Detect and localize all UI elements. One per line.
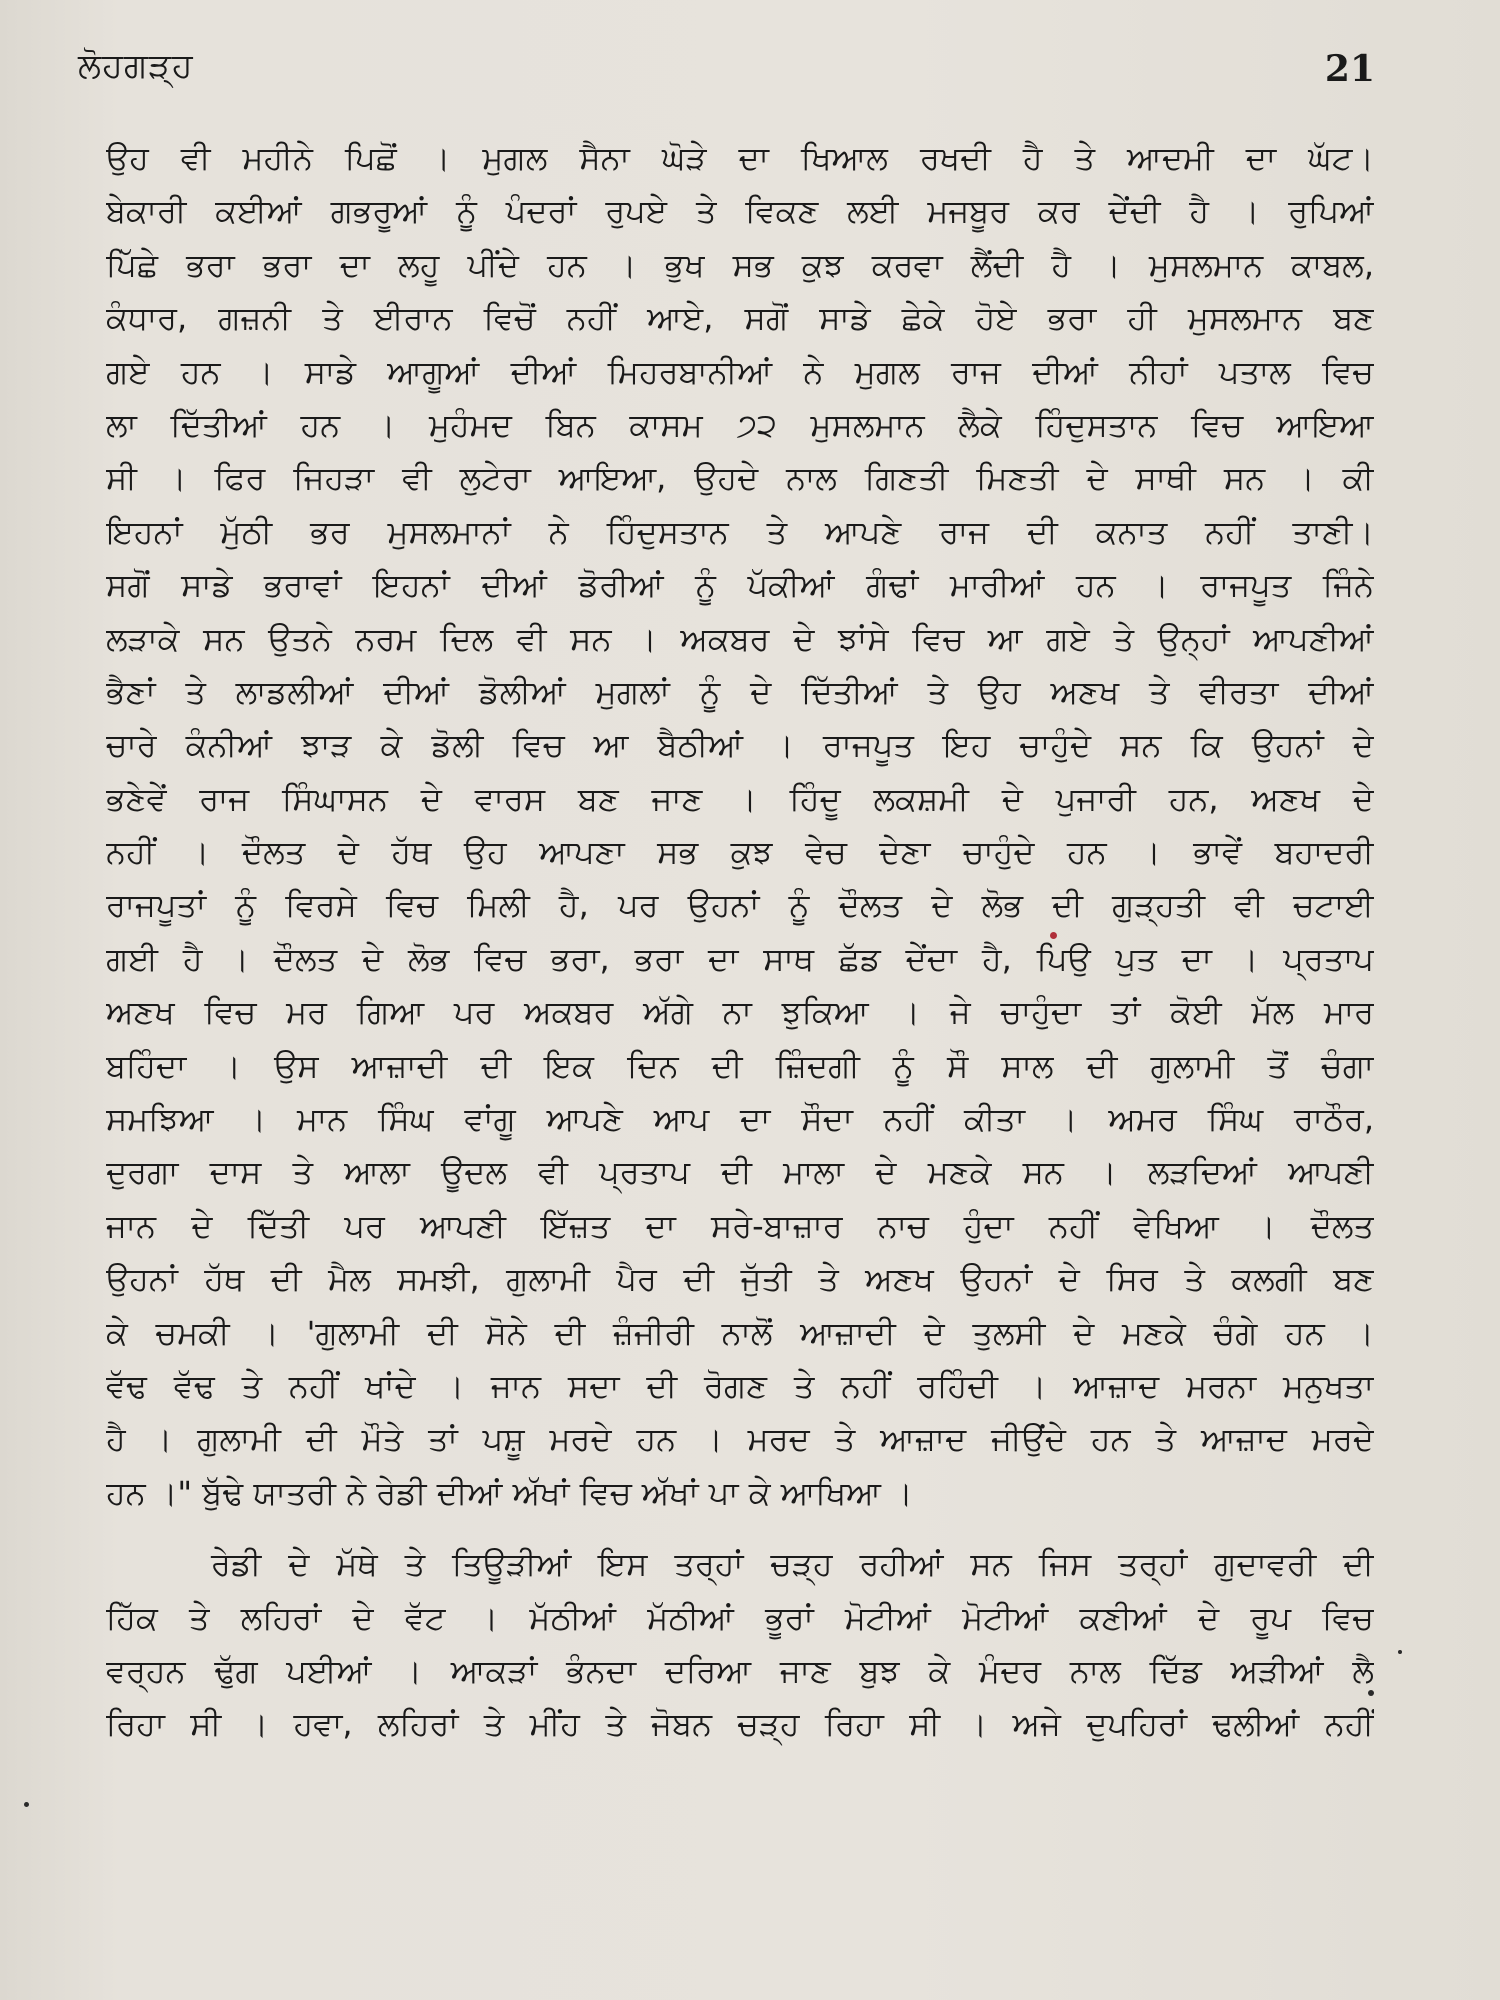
paragraph-1 <box>106 132 1374 1520</box>
paragraph-2 <box>106 1538 1374 1752</box>
text-line: ਗਈ ਹੈ । ਦੌਲਤ ਦੇ ਲੋਭ ਵਿਚ ਭਰਾ, ਭਰਾ ਦਾ ਸਾਥ ਛੱਡ ਦੇਂਦਾ ਹੈ, ਪਿਉ ਪੁਤ ਦਾ । ਪ੍ਰਤਾਪ <box>106 939 1374 978</box>
text-line: ਹੈ । ਗੁਲਾਮੀ ਦੀ ਮੌਤੇ ਤਾਂ ਪਸ਼ੂ ਮਰਦੇ ਹਨ । ਮਰਦ ਤੇ ਆਜ਼ਾਦ ਜੀਉਂਦੇ ਹਨ ਤੇ ਆਜ਼ਾਦ ਮਰਦੇ <box>106 1420 1374 1459</box>
text-line: ਬੇਕਾਰੀ ਕਈਆਂ ਗਭਰੂਆਂ ਨੂੰ ਪੰਦਰਾਂ ਰੁਪਏ ਤੇ ਵਿਕਣ ਲਈ ਮਜਬੂਰ ਕਰ ਦੇਂਦੀ ਹੈ । ਰੁਪਿਆਂ <box>106 192 1374 231</box>
text-line: ਸੀ । ਫਿਰ ਜਿਹੜਾ ਵੀ ਲੁਟੇਰਾ ਆਇਆ, ਉਹਦੇ ਨਾਲ ਗਿਣਤੀ ਮਿਣਤੀ ਦੇ ਸਾਥੀ ਸਨ । ਕੀ <box>106 459 1374 498</box>
page-number: 21 <box>1324 48 1375 90</box>
text-line: ਰੇਡੀ ਦੇ ਮੱਥੇ ਤੇ ਤਿਊੜੀਆਂ ਇਸ ਤਰ੍ਹਾਂ ਚੜ੍ਹ ਰਹੀਆਂ ਸਨ ਜਿਸ ਤਰ੍ਹਾਂ ਗੁਦਾਵਰੀ ਦੀ <box>211 1545 1374 1584</box>
text-line: ਅਣਖ ਵਿਚ ਮਰ ਗਿਆ ਪਰ ਅਕਬਰ ਅੱਗੇ ਨਾ ਝੁਕਿਆ । ਜੇ ਚਾਹੁੰਦਾ ਤਾਂ ਕੋਈ ਮੱਲ ਮਾਰ <box>106 993 1374 1032</box>
text-line: ਇਹਨਾਂ ਮੁੱਠੀ ਭਰ ਮੁਸਲਮਾਨਾਂ ਨੇ ਹਿੰਦੁਸਤਾਨ ਤੇ ਆਪਣੇ ਰਾਜ ਦੀ ਕਨਾਤ ਨਹੀਂ ਤਾਣੀ। <box>106 512 1374 551</box>
text-line: ਸਗੋਂ ਸਾਡੇ ਭਰਾਵਾਂ ਇਹਨਾਂ ਦੀਆਂ ਡੋਰੀਆਂ ਨੂੰ ਪੱਕੀਆਂ ਗੰਢਾਂ ਮਾਰੀਆਂ ਹਨ । ਰਾਜਪੂਤ ਜਿੰਨੇ <box>106 566 1374 605</box>
text-line: ਨਹੀਂ । ਦੌਲਤ ਦੇ ਹੱਥ ਉਹ ਆਪਣਾ ਸਭ ਕੁਝ ਵੇਚ ਦੇਣਾ ਚਾਹੁੰਦੇ ਹਨ । ਭਾਵੇਂ ਬਹਾਦਰੀ <box>106 833 1374 872</box>
text-line: ਰਿਹਾ ਸੀ । ਹਵਾ, ਲਹਿਰਾਂ ਤੇ ਮੀਂਹ ਤੇ ਜੋਬਨ ਚੜ੍ਹ ਰਿਹਾ ਸੀ । ਅਜੇ ਦੁਪਹਿਰਾਂ ਢਲੀਆਂ ਨਹੀਂ <box>106 1705 1374 1744</box>
text-line: ਚਾਰੇ ਕੰਨੀਆਂ ਝਾੜ ਕੇ ਡੋਲੀ ਵਿਚ ਆ ਬੈਠੀਆਂ । ਰਾਜਪੂਤ ਇਹ ਚਾਹੁੰਦੇ ਸਨ ਕਿ ਉਹਨਾਂ ਦੇ <box>106 726 1374 765</box>
text-line: ਉਹਨਾਂ ਹੱਥ ਦੀ ਮੈਲ ਸਮਝੀ, ਗੁਲਾਮੀ ਪੈਰ ਦੀ ਜੁੱਤੀ ਤੇ ਅਣਖ ਉਹਨਾਂ ਦੇ ਸਿਰ ਤੇ ਕਲਗੀ ਬਣ <box>106 1260 1374 1299</box>
body-text <box>106 132 1374 1752</box>
text-line: ਰਾਜਪੂਤਾਂ ਨੂੰ ਵਿਰਸੇ ਵਿਚ ਮਿਲੀ ਹੈ, ਪਰ ਉਹਨਾਂ ਨੂੰ ਦੌਲਤ ਦੇ ਲੋਭ ਦੀ ਗੁੜ੍ਹਤੀ ਵੀ ਚਟਾਈ <box>106 886 1374 925</box>
text-line: ਹਿੱਕ ਤੇ ਲਹਿਰਾਂ ਦੇ ਵੱਟ । ਮੱਠੀਆਂ ਮੱਠੀਆਂ ਭੂਰਾਂ ਮੋਟੀਆਂ ਮੋਟੀਆਂ ਕਣੀਆਂ ਦੇ ਰੂਪ ਵਿਚ <box>106 1598 1374 1637</box>
text-line: ਉਹ ਵੀ ਮਹੀਨੇ ਪਿਛੋਂ । ਮੁਗਲ ਸੈਨਾ ਘੋੜੇ ਦਾ ਖਿਆਲ ਰਖਦੀ ਹੈ ਤੇ ਆਦਮੀ ਦਾ ਘੱਟ। <box>106 139 1374 177</box>
text-line: ਗਏ ਹਨ । ਸਾਡੇ ਆਗੂਆਂ ਦੀਆਂ ਮਿਹਰਬਾਨੀਆਂ ਨੇ ਮੁਗਲ ਰਾਜ ਦੀਆਂ ਨੀਹਾਂ ਪਤਾਲ ਵਿਚ <box>106 352 1374 391</box>
text-line: ਕੇ ਚਮਕੀ । 'ਗੁਲਾਮੀ ਦੀ ਸੋਨੇ ਦੀ ਜ਼ੰਜੀਰੀ ਨਾਲੋਂ ਆਜ਼ਾਦੀ ਦੇ ਤੁਲਸੀ ਦੇ ਮਣਕੇ ਚੰਗੇ ਹਨ । <box>106 1313 1374 1352</box>
text-line: ਜਾਨ ਦੇ ਦਿੱਤੀ ਪਰ ਆਪਣੀ ਇੱਜ਼ਤ ਦਾ ਸਰੇ-ਬਾਜ਼ਾਰ ਨਾਚ ਹੁੰਦਾ ਨਹੀਂ ਵੇਖਿਆ । ਦੌਲਤ <box>106 1206 1374 1245</box>
text-line: ਪਿੱਛੇ ਭਰਾ ਭਰਾ ਦਾ ਲਹੂ ਪੀਂਦੇ ਹਨ । ਭੁਖ ਸਭ ਕੁਝ ਕਰਵਾ ਲੈਂਦੀ ਹੈ । ਮੁਸਲਮਾਨ ਕਾਬਲ, <box>106 245 1374 284</box>
paper-speck <box>1368 1690 1374 1696</box>
paper-speck <box>24 1802 29 1807</box>
paper-speck <box>1398 1650 1402 1654</box>
text-line: ਬਹਿੰਦਾ । ਉਸ ਆਜ਼ਾਦੀ ਦੀ ਇਕ ਦਿਨ ਦੀ ਜ਼ਿੰਦਗੀ ਨੂੰ ਸੌ ਸਾਲ ਦੀ ਗੁਲਾਮੀ ਤੋਂ ਚੰਗਾ <box>106 1046 1374 1085</box>
paragraph-gap <box>106 1520 1374 1538</box>
text-line: ਕੰਧਾਰ, ਗਜ਼ਨੀ ਤੇ ਈਰਾਨ ਵਿਚੋਂ ਨਹੀਂ ਆਏ, ਸਗੋਂ ਸਾਡੇ ਛੇਕੇ ਹੋਏ ਭਰਾ ਹੀ ਮੁਸਲਮਾਨ ਬਣ <box>106 299 1374 338</box>
text-line: ਦੁਰਗਾ ਦਾਸ ਤੇ ਆਲਾ ਊਦਲ ਵੀ ਪ੍ਰਤਾਪ ਦੀ ਮਾਲਾ ਦੇ ਮਣਕੇ ਸਨ । ਲੜਦਿਆਂ ਆਪਣੀ <box>106 1153 1374 1192</box>
text-line: ਸਮਝਿਆ । ਮਾਨ ਸਿੰਘ ਵਾਂਗੂ ਆਪਣੇ ਆਪ ਦਾ ਸੌਦਾ ਨਹੀਂ ਕੀਤਾ । ਅਮਰ ਸਿੰਘ ਰਾਠੌਰ, <box>106 1100 1374 1139</box>
paper-speck <box>1050 932 1057 939</box>
text-line: ਵੱਢ ਵੱਢ ਤੇ ਨਹੀਂ ਖਾਂਦੇ । ਜਾਨ ਸਦਾ ਦੀ ਰੋਗਣ ਤੇ ਨਹੀਂ ਰਹਿੰਦੀ । ਆਜ਼ਾਦ ਮਰਨਾ ਮਨੁਖਤਾ <box>106 1366 1374 1405</box>
text-line: ਭੈਣਾਂ ਤੇ ਲਾਡਲੀਆਂ ਦੀਆਂ ਡੋਲੀਆਂ ਮੁਗਲਾਂ ਨੂੰ ਦੇ ਦਿੱਤੀਆਂ ਤੇ ਉਹ ਅਣਖ ਤੇ ਵੀਰਤਾ ਦੀਆਂ <box>106 672 1374 711</box>
text-line: ਲੜਾਕੇ ਸਨ ਉਤਨੇ ਨਰਮ ਦਿਲ ਵੀ ਸਨ । ਅਕਬਰ ਦੇ ਝਾਂਸੇ ਵਿਚ ਆ ਗਏ ਤੇ ਉਨ੍ਹਾਂ ਆਪਣੀਆਂ <box>106 619 1374 658</box>
text-line: ਲਾ ਦਿੱਤੀਆਂ ਹਨ । ਮੁਹੰਮਦ ਬਿਨ ਕਾਸਮ ੭੨ ਮੁਸਲਮਾਨ ਲੈਕੇ ਹਿੰਦੁਸਤਾਨ ਵਿਚ ਆਇਆ <box>106 405 1374 444</box>
text-line: ਵਰ੍ਹਨ ਢੁੱਗ ਪਈਆਂ । ਆਕੜਾਂ ਭੰਨਦਾ ਦਰਿਆ ਜਾਣ ਬੁਝ ਕੇ ਮੰਦਰ ਨਾਲ ਦਿੱਡ ਅੜੀਆਂ ਲੈ <box>106 1651 1374 1690</box>
text-line: ਭਣੇਵੇਂ ਰਾਜ ਸਿੰਘਾਸਨ ਦੇ ਵਾਰਸ ਬਣ ਜਾਣ । ਹਿੰਦੂ ਲਕਸ਼ਮੀ ਦੇ ਪੁਜਾਰੀ ਹਨ, ਅਣਖ ਦੇ <box>106 779 1374 818</box>
text-line: ਹਨ ।" ਬੁੱਢੇ ਯਾਤਰੀ ਨੇ ਰੇਡੀ ਦੀਆਂ ਅੱਖਾਂ ਵਿਚ ਅੱਖਾਂ ਪਾ ਕੇ ਆਖਿਆ । <box>106 1473 913 1512</box>
running-header-title: ਲੋਹਗੜ੍ਹ <box>78 46 194 86</box>
